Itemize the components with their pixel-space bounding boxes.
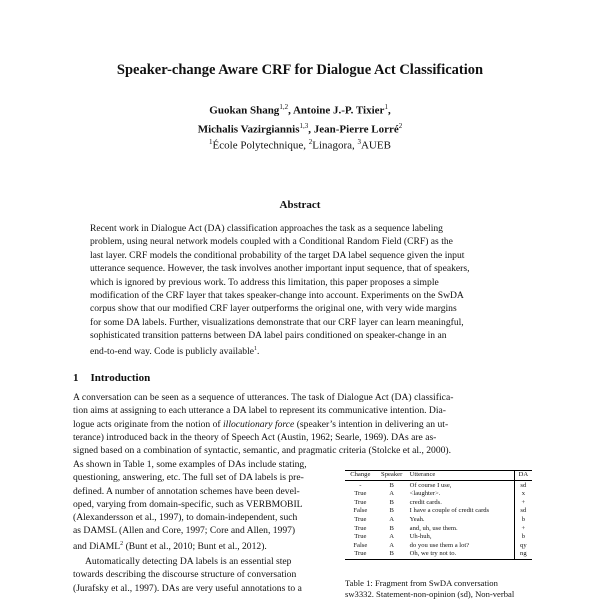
intro-text: logue acts originate from the notion of: [73, 418, 223, 430]
cell-da: +: [514, 525, 532, 534]
affiliation-marker: 1: [384, 103, 388, 111]
affiliation-marker: 3: [357, 138, 361, 146]
cell-utterance: Uh-huh,: [409, 533, 432, 541]
left-line: Automatically detecting DA labels is an essential step: [85, 556, 292, 567]
column-header-utterance: Utterance: [408, 471, 515, 481]
cell-speaker: B: [389, 507, 394, 515]
cell-utterance: Yeah.: [409, 515, 425, 523]
left-text: (Bunt et al., 2010; Bunt et al., 2012).: [123, 540, 267, 552]
cell-speaker: A: [389, 533, 395, 541]
cell-utterance: credit cards.: [409, 498, 442, 506]
column-header-change: Change: [345, 471, 376, 481]
table-row: [345, 525, 532, 534]
author-name: Guokan Shang: [209, 104, 280, 117]
paper-title: Speaker-change Aware CRF for Dialogue Act Classification: [116, 62, 484, 78]
caption-line: sw3332. Statement-non-opinion (sd), Non-verbal: [345, 589, 515, 599]
left-line: As shown in Table 1, some examples of DAs include stating,: [73, 459, 307, 470]
left-text: and DiAML: [73, 540, 121, 552]
separator: ,: [308, 123, 314, 136]
footnote-marker[interactable]: 1: [254, 345, 258, 352]
footnote-marker[interactable]: 2: [120, 540, 124, 547]
affiliation-marker: 1,2: [279, 103, 289, 111]
author-list: [0, 100, 600, 137]
cell-speaker: B: [389, 481, 394, 489]
intro-text: (speaker’s intention in delivering an ut-: [294, 418, 449, 430]
abstract-line: sophisticated transition patterns between DA label pairs conditioned on speaker-change in an: [90, 330, 447, 342]
table-row: [345, 499, 532, 508]
cell-change: False: [353, 541, 368, 549]
abstract-body: [90, 222, 510, 358]
cell-change: True: [354, 550, 367, 558]
left-line: (Alexandersson et al., 1997), to domain-independent, such: [73, 512, 298, 524]
section-number: 1: [73, 372, 79, 384]
abstract-text: end-to-end way. Code is publicly available: [90, 345, 255, 357]
section-heading: [73, 372, 150, 384]
left-line: oped, varying from domain-specific, such as VERBMOBIL: [73, 498, 303, 510]
cell-change: True: [354, 524, 367, 532]
cell-change: True: [354, 490, 367, 498]
left-column-paragraph-2: [73, 555, 335, 595]
affiliation-marker: 1: [209, 138, 213, 146]
separator: ,: [387, 104, 391, 117]
intro-line: signed based on a combination of syntactic, semantic, and pragmatic criteria (Stolcke et al., 2000).: [73, 445, 452, 457]
cell-da: x: [514, 490, 532, 499]
left-line: (Jurafsky et al., 1997). DAs are very useful annotations to a: [73, 582, 302, 594]
affiliation-marker: 1,3: [299, 121, 309, 130]
author-name: Antoine J.-P. Tixier: [292, 104, 385, 117]
author-line-2: [0, 119, 600, 138]
cell-change: True: [354, 533, 367, 541]
table-header-row: [345, 471, 532, 481]
cell-utterance: Oh, we try not to.: [409, 550, 457, 558]
affiliation-marker: 2: [398, 121, 403, 130]
cell-da: +: [514, 499, 532, 508]
intro-paragraph: [73, 391, 531, 457]
left-line: towards describing the discourse structure of conversation: [73, 569, 297, 581]
cell-speaker: B: [389, 524, 394, 532]
affiliation-name: AUEB: [360, 139, 391, 152]
dialogue-act-table: [345, 470, 532, 560]
cell-da: qy: [514, 542, 532, 551]
italic-term: illocutionary force: [223, 418, 295, 430]
cell-utterance: <laughter>.: [409, 490, 441, 498]
abstract-line: Recent work in Dialogue Act (DA) classification approaches the task as a sequence labeling: [90, 223, 443, 234]
cell-da: sd: [514, 507, 532, 516]
affiliation-marker: 2: [308, 138, 313, 146]
table-row: [345, 507, 532, 516]
table-row: [345, 533, 532, 542]
left-line: questioning, answering, etc. The full set of DA labels is pre-: [73, 472, 304, 484]
abstract-line: which is ignored by previous work. To address this limitation, this paper proposes a simple: [90, 276, 439, 288]
abstract-heading: Abstract: [279, 199, 321, 211]
left-line: defined. A number of annotation schemes have been devel-: [73, 485, 300, 497]
cell-utterance: Of course I use,: [409, 481, 452, 489]
cell-da: b: [514, 533, 532, 542]
cell-speaker: A: [389, 490, 395, 498]
intro-line: tion aims at assigning to each utterance a DA label to represent its communicative intention. Dia-: [73, 405, 446, 417]
cell-change: -: [359, 481, 362, 489]
caption-line: Table 1: Fragment from SwDA conversation: [345, 578, 498, 588]
section-title: Introduction: [90, 372, 151, 384]
separator: ,: [288, 104, 293, 117]
cell-change: True: [354, 498, 367, 506]
left-line: as DAMSL (Allen and Core, 1997; Core and Allen, 1997): [73, 525, 296, 537]
cell-utterance: and, uh, use them.: [409, 524, 458, 532]
author-line-1: [0, 100, 600, 119]
intro-line: terance) introduced back in the theory of Speech Act (Austin, 1962; Searle, 1969). DAs are as-: [73, 431, 437, 443]
column-header-da: DA: [514, 471, 532, 481]
abstract-line: problem, using neural network models coupled with a Conditional Random Field (CRF) as the: [90, 236, 453, 248]
abstract-line: end-to-end way. Code is publicly available$^1$.: [90, 345, 260, 357]
cell-da: b: [514, 516, 532, 525]
cell-da: ng: [514, 550, 532, 559]
table-row: [345, 480, 532, 490]
cell-speaker: A: [389, 541, 395, 549]
table-row: [345, 550, 532, 559]
intro-line: A conversation can be seen as a sequence of utterances. The task of Dialogue Act (DA) classifica-: [73, 392, 454, 403]
cell-speaker: B: [389, 550, 394, 558]
affiliation-name: Linagora,: [312, 139, 358, 152]
abstract-line: modification of the CRF layer that takes speaker-change into account. Experiments on the SwDA: [90, 290, 464, 302]
abstract-line: last layer. CRF models the conditional probability of the target DA label sequence given the input: [90, 249, 465, 261]
cell-utterance: do you use them a lot?: [409, 541, 470, 549]
cell-speaker: B: [389, 498, 394, 506]
table-row: [345, 516, 532, 525]
table-row: [345, 542, 532, 551]
table-row: [345, 490, 532, 499]
table-caption: [345, 578, 532, 600]
abstract-line: for some DA labels. Further, visualizations demonstrate that our CRF layer can learn meaningful,: [90, 316, 464, 328]
abstract-line: corpus show that our modified CRF layer outperforms the original one, with very wide margins: [90, 303, 457, 315]
column-header-speaker: Speaker: [376, 471, 408, 481]
affiliations: [0, 138, 600, 152]
author-name: Jean-Pierre Lorré: [313, 123, 399, 136]
cell-speaker: A: [389, 515, 395, 523]
cell-change: False: [353, 507, 368, 515]
affiliation-name: École Polytechnique,: [212, 139, 309, 152]
intro-line: [73, 418, 531, 431]
left-line: [73, 538, 335, 553]
cell-change: True: [354, 515, 367, 523]
cell-da: sd: [514, 480, 532, 490]
author-name: Michalis Vazirgiannis: [197, 123, 300, 136]
abstract-line: utterance sequence. However, the task involves another important input sequence, that of speakers,: [90, 263, 470, 275]
cell-utterance: I have a couple of credit cards: [409, 507, 490, 515]
left-column-paragraph: [73, 458, 335, 553]
